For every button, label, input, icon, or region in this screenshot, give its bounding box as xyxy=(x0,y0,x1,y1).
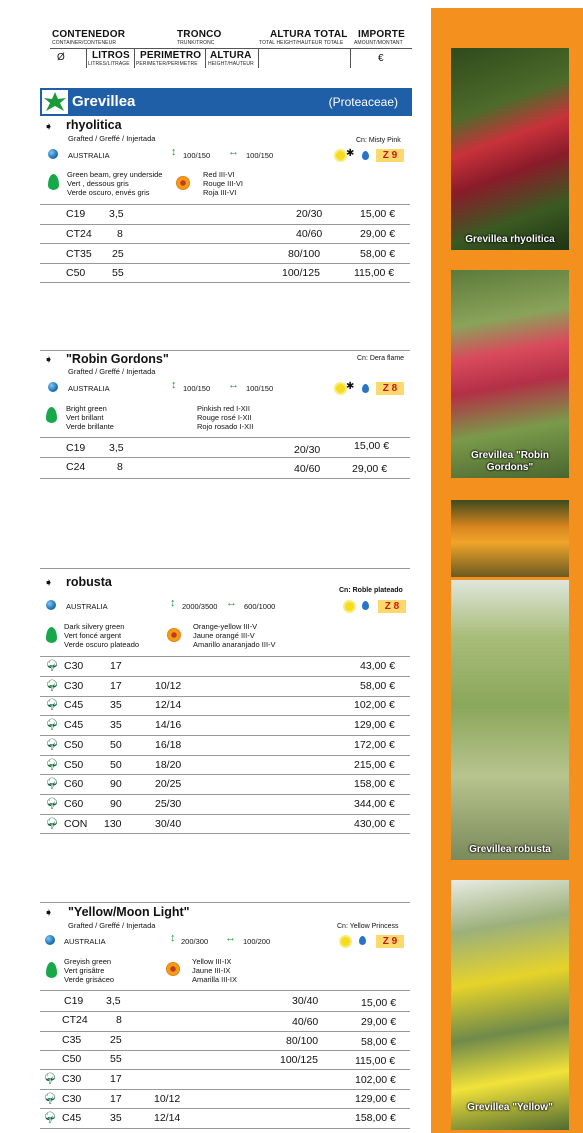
price: 344,00 € xyxy=(354,798,395,810)
half-shade-icon: ✱ xyxy=(346,381,355,392)
product-name: robusta xyxy=(66,575,112,589)
photo-caption: Grevillea "Yellow" xyxy=(467,1102,553,1113)
header-altura-sub: HEIGHT/HAUTEUR xyxy=(208,61,254,67)
flower-desc: Red III-VI Rouge III-VI Roja III-VI xyxy=(203,170,244,197)
photo-caption: Grevillea robusta xyxy=(469,844,551,855)
zone-badge: Z 8 xyxy=(378,600,406,613)
perimeter: 14/16 xyxy=(155,719,182,731)
tree-icon: 🌳︎ xyxy=(43,1093,57,1105)
sun-icon xyxy=(341,937,350,946)
grafted-label: Grafted / Greffé / Injertada xyxy=(68,921,156,930)
width-value: 100/200 xyxy=(243,937,271,946)
sun-icon xyxy=(336,384,345,393)
genus-family: (Proteaceae) xyxy=(328,95,398,109)
price: 43,00 € xyxy=(360,660,396,672)
price: 129,00 € xyxy=(354,719,395,731)
flower-desc: Orange-yellow III-V Jaune orangé III-V Amarillo anaranjado III-V xyxy=(193,622,276,649)
litres: 3,5 xyxy=(109,208,124,220)
tree-icon: 🌳︎ xyxy=(45,719,59,731)
header-perimeter: PERIMETRO xyxy=(140,50,202,61)
sun-icon xyxy=(336,151,345,160)
perimeter: 12/14 xyxy=(155,699,182,711)
perimeter: 10/12 xyxy=(155,680,182,692)
leaf-desc: Bright green Vert brillant Verde brillante xyxy=(66,404,114,431)
height: 80/100 xyxy=(286,1035,319,1047)
litres: 35 xyxy=(110,719,122,731)
size-code: C45 xyxy=(64,699,84,711)
price: 29,00 € xyxy=(352,463,388,475)
litres: 130 xyxy=(104,818,122,830)
size-code: C50 xyxy=(64,739,84,751)
width-arrow-icon: ↔ xyxy=(226,597,237,609)
common-name: Cn: Dera flame xyxy=(357,355,405,362)
height-value: 100/150 xyxy=(183,151,211,160)
header-litres-sub: LITRES/LITRAGE xyxy=(88,61,130,67)
size-code: C30 xyxy=(62,1093,82,1105)
litres: 90 xyxy=(110,798,122,810)
tree-icon: 🌳︎ xyxy=(45,818,59,830)
height-arrow-icon: ↕ xyxy=(171,379,177,391)
globe-icon xyxy=(46,600,56,610)
price: 15,00 € xyxy=(360,208,396,220)
price: 29,00 € xyxy=(361,1016,397,1028)
tree-icon: 🌳︎ xyxy=(45,798,59,810)
genus-banner xyxy=(40,88,412,116)
price: 58,00 € xyxy=(360,248,396,260)
flower-icon xyxy=(176,176,190,190)
product-name: rhyolitica xyxy=(66,118,122,132)
height: 20/30 xyxy=(296,208,323,220)
common-name: Cn: Misty Pink xyxy=(356,137,401,144)
zone-badge: Z 9 xyxy=(376,149,404,162)
leaf-icon xyxy=(48,174,59,190)
size-code: CT35 xyxy=(66,248,92,260)
globe-icon xyxy=(48,382,58,392)
price: 158,00 € xyxy=(355,1112,396,1124)
grafted-label: Grafted / Greffé / Injertada xyxy=(68,367,156,376)
header-perimeter-sub: PERIMETER/PERIMETRE xyxy=(136,61,198,67)
litres: 17 xyxy=(110,1093,122,1105)
width-value: 100/150 xyxy=(246,384,274,393)
tree-icon: 🌳︎ xyxy=(45,739,59,751)
origin: AUSTRALIA xyxy=(68,384,110,393)
grafted-label: Grafted / Greffé / Injertada xyxy=(68,134,156,143)
leaf-desc: Dark silvery green Vert foncé argent Verde oscuro plateado xyxy=(64,622,140,649)
photo-caption: Grevillea "Robin Gordons" xyxy=(470,450,550,473)
size-code: C35 xyxy=(62,1034,82,1046)
photo-robusta-tree xyxy=(451,580,569,860)
flower-desc: Yellow III-IX Jaune III-IX Amarilla III-IX xyxy=(192,957,238,984)
litres: 3,5 xyxy=(106,995,121,1007)
arrow-icon: ➧ xyxy=(44,354,54,366)
origin: AUSTRALIA xyxy=(64,937,106,946)
leaf-icon xyxy=(46,962,57,978)
width-value: 100/150 xyxy=(246,151,274,160)
water-drop-icon xyxy=(362,384,369,393)
header-litres: LITROS xyxy=(92,50,130,61)
height: 40/60 xyxy=(292,1016,319,1028)
size-code: C30 xyxy=(64,680,84,692)
arrow-icon: ➧ xyxy=(44,121,54,133)
size-code: C45 xyxy=(62,1112,82,1124)
litres: 3,5 xyxy=(109,442,124,454)
size-code: C45 xyxy=(64,719,84,731)
size-code: CT24 xyxy=(66,228,92,240)
height-arrow-icon: ↕ xyxy=(170,932,176,944)
header-currency: € xyxy=(378,53,384,64)
height-arrow-icon: ↕ xyxy=(171,146,177,158)
size-code: C30 xyxy=(62,1073,82,1085)
photo-yellow xyxy=(451,880,569,1130)
water-drop-icon xyxy=(362,151,369,160)
photo-robin-gordons xyxy=(451,270,569,478)
size-code: C24 xyxy=(66,461,86,473)
height: 100/125 xyxy=(282,267,320,279)
tree-icon: 🌳︎ xyxy=(43,1073,57,1085)
globe-icon xyxy=(48,149,58,159)
arrow-icon: ➧ xyxy=(44,907,54,919)
litres: 17 xyxy=(110,1073,122,1085)
price: 29,00 € xyxy=(360,228,396,240)
tree-icon: 🌳︎ xyxy=(43,1112,57,1124)
photo-caption: Grevillea rhyolitica xyxy=(465,234,555,245)
perimeter: 10/12 xyxy=(154,1093,181,1105)
price: 102,00 € xyxy=(354,699,395,711)
zone-badge: Z 9 xyxy=(376,935,404,948)
header-height: ALTURA TOTAL xyxy=(270,29,348,40)
sun-icon xyxy=(345,602,354,611)
height-value: 2000/3500 xyxy=(182,602,218,611)
flower-icon xyxy=(166,962,180,976)
size-code: C19 xyxy=(64,995,84,1007)
water-drop-icon xyxy=(359,936,366,945)
flower-icon xyxy=(167,628,181,642)
perimeter: 30/40 xyxy=(155,818,182,830)
litres: 35 xyxy=(110,699,122,711)
height: 20/30 xyxy=(294,444,321,456)
half-shade-icon: ✱ xyxy=(346,148,355,159)
litres: 35 xyxy=(110,1112,122,1124)
leaf-desc: Green beam, grey underside Vert , dessous gris Verde oscuro, envés gris xyxy=(67,170,163,197)
perimeter: 18/20 xyxy=(155,759,182,771)
litres: 17 xyxy=(110,680,122,692)
genus-name: Grevillea xyxy=(72,93,136,110)
width-arrow-icon: ↔ xyxy=(228,379,239,391)
height: 30/40 xyxy=(292,995,319,1007)
price: 115,00 € xyxy=(355,1055,396,1067)
price: 129,00 € xyxy=(355,1093,396,1105)
price: 58,00 € xyxy=(360,680,396,692)
litres: 8 xyxy=(116,1014,122,1026)
litres: 90 xyxy=(110,778,122,790)
height-arrow-icon: ↕ xyxy=(170,597,176,609)
size-code: C30 xyxy=(64,660,84,672)
tree-icon: 🌳︎ xyxy=(45,660,59,672)
height: 40/60 xyxy=(296,228,323,240)
header-container: CONTENEDOR xyxy=(52,29,126,40)
height-value: 200/300 xyxy=(181,937,209,946)
common-name: Cn: Yellow Princess xyxy=(337,923,399,930)
price: 102,00 € xyxy=(355,1074,396,1086)
flower-desc: Pinkish red I-XII Rouge rosé I-XII Rojo rosado I-XII xyxy=(197,404,254,431)
perimeter: 16/18 xyxy=(155,739,182,751)
tree-icon: 🌳︎ xyxy=(45,680,59,692)
header-diameter: Ø xyxy=(57,52,65,63)
header-trunk-sub: TRUNK/TRONC xyxy=(177,40,215,46)
price: 15,00 € xyxy=(361,997,397,1009)
size-code: C19 xyxy=(66,208,86,220)
height: 100/125 xyxy=(280,1054,318,1066)
width-value: 600/1000 xyxy=(244,602,276,611)
litres: 55 xyxy=(112,267,124,279)
perimeter: 12/14 xyxy=(154,1112,181,1124)
litres: 8 xyxy=(117,228,123,240)
height: 40/60 xyxy=(294,463,321,475)
litres: 50 xyxy=(110,739,122,751)
size-code: C50 xyxy=(64,759,84,771)
perimeter: 25/30 xyxy=(155,798,182,810)
header-price: IMPORTE xyxy=(358,29,405,40)
price: 172,00 € xyxy=(354,739,395,751)
perimeter: 20/25 xyxy=(155,778,182,790)
header-container-sub: CONTAINER/CONTENEUR xyxy=(52,40,117,46)
header-altura: ALTURA xyxy=(210,50,252,61)
zone-badge: Z 8 xyxy=(376,382,404,395)
leaf-icon xyxy=(46,627,57,643)
photo-rhyolitica xyxy=(451,48,569,250)
litres: 17 xyxy=(110,660,122,672)
leaf-icon xyxy=(46,407,57,423)
price: 15,00 € xyxy=(354,440,390,452)
size-code: C60 xyxy=(64,798,84,810)
width-arrow-icon: ↔ xyxy=(225,932,236,944)
leaf-logo-icon xyxy=(42,90,68,114)
product-name: "Robin Gordons" xyxy=(66,352,169,366)
tree-icon: 🌳︎ xyxy=(45,699,59,711)
origin: AUSTRALIA xyxy=(68,151,110,160)
width-arrow-icon: ↔ xyxy=(228,146,239,158)
price: 430,00 € xyxy=(354,818,395,830)
litres: 8 xyxy=(117,461,123,473)
size-code: CT24 xyxy=(62,1014,88,1026)
common-name: Cn: Roble plateado xyxy=(339,587,403,594)
price: 158,00 € xyxy=(354,778,395,790)
price: 58,00 € xyxy=(361,1036,397,1048)
size-code: C50 xyxy=(66,267,86,279)
height: 80/100 xyxy=(288,248,321,260)
water-drop-icon xyxy=(362,601,369,610)
photo-robusta-flower xyxy=(451,500,569,577)
price: 215,00 € xyxy=(354,759,395,771)
leaf-desc: Greyish green Vert grisâtre Verde grisáceo xyxy=(64,957,115,984)
arrow-icon: ➧ xyxy=(44,577,54,589)
size-code: C50 xyxy=(62,1053,82,1065)
tree-icon: 🌳︎ xyxy=(45,778,59,790)
header-trunk: TRONCO xyxy=(177,29,222,40)
origin: AUSTRALIA xyxy=(66,602,108,611)
litres: 25 xyxy=(112,248,124,260)
size-code: C60 xyxy=(64,778,84,790)
size-code: C19 xyxy=(66,442,86,454)
size-code: CON xyxy=(64,818,88,830)
product-name: "Yellow/Moon Light" xyxy=(68,905,190,919)
header-price-sub: AMOUNT/MONTANT xyxy=(354,40,403,46)
header-height-sub: TOTAL HEIGHT/HAUTEUR TOTALE xyxy=(259,40,344,46)
litres: 25 xyxy=(110,1034,122,1046)
litres: 50 xyxy=(110,759,122,771)
price: 115,00 € xyxy=(354,267,395,279)
litres: 55 xyxy=(110,1053,122,1065)
height-value: 100/150 xyxy=(183,384,211,393)
globe-icon xyxy=(45,935,55,945)
tree-icon: 🌳︎ xyxy=(45,759,59,771)
